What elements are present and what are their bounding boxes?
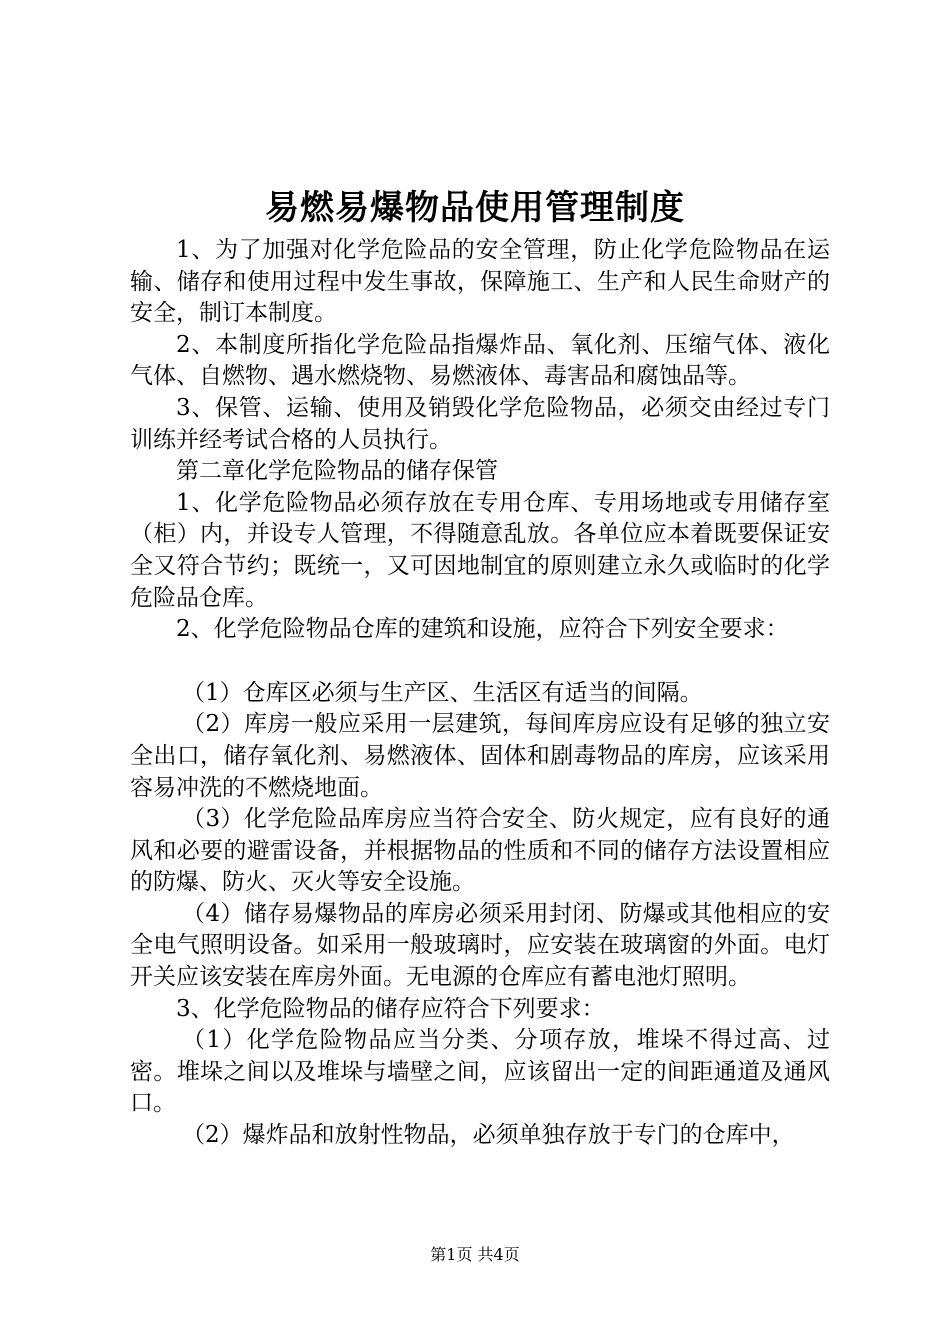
blank-line: [130, 646, 830, 678]
paragraph-5: 2、化学危险物品仓库的建筑和设施，应符合下列安全要求：: [176, 616, 789, 643]
chapter-heading: 第二章化学危险物品的储存保管: [176, 458, 498, 485]
subitem-3: （3）化学危险品库房应当符合安全、防火规定，应有良好的通风和必要的避雷设备，并根据物品的性质和不同的储存方法设置相应的防爆、防火、灭火等安全设施。: [130, 806, 830, 896]
paragraph-2: 2、本制度所指化学危险品指爆炸品、氧化剂、压缩气体、液化气体、自燃物、遇水燃烧物、易燃液体、毒害品和腐蚀品等。: [130, 331, 830, 390]
subitem-4: （4）储存易爆物品的库房必须采用封闭、防爆或其他相应的安全电气照明设备。如采用一般玻璃时，应安装在玻璃窗的外面。电灯开关应该安装在库房外面。无电源的仓库应有蓄电池灯照明。: [130, 900, 830, 991]
document-body: [130, 235, 830, 1152]
paragraph-3: 3、保管、运输、使用及销毁化学危险物品，必须交由经过专门训练并经考试合格的人员执行。: [130, 394, 830, 453]
paragraph-4: 1、化学危险物品必须存放在专用仓库、专用场地或专用储存室（柜）内，并设专人管理，不得随意乱放。各单位应本着既要保证安全又符合节约；既统一，又可因地制宜的原则建立永久或临时的化学危险品仓库。: [130, 489, 830, 611]
subitem-1: （1）仓库区必须与生产区、生活区有适当的间隔。: [182, 679, 703, 706]
page-footer: 第1页 共4页: [430, 1245, 520, 1264]
subitem-6: （2）爆炸品和放射性物品，必须单独存放于专门的仓库中，: [182, 1122, 795, 1149]
document-title: 易燃易爆物品使用管理制度: [265, 188, 685, 228]
paragraph-6: 3、化学危险物品的储存应符合下列要求：: [176, 995, 605, 1022]
paragraph-1: 1、为了加强对化学危险品的安全管理，防止化学危险物品在运输、储存和使用过程中发生事故，保障施工、生产和人民生命财产的安全，制订本制度。: [130, 237, 830, 327]
subitem-2: （2）库房一般应采用一层建筑，每间库房应设有足够的独立安全出口，储存氧化剂、易燃液体、固体和剧毒物品的库房，应该采用容易冲洗的不燃烧地面。: [130, 711, 830, 801]
subitem-5: （1）化学危险物品应当分类、分项存放，堆垛不得过高、过密。堆垛之间以及堆垛与墙壁之间，应该留出一定的间距通道及通风口。: [130, 1027, 830, 1117]
